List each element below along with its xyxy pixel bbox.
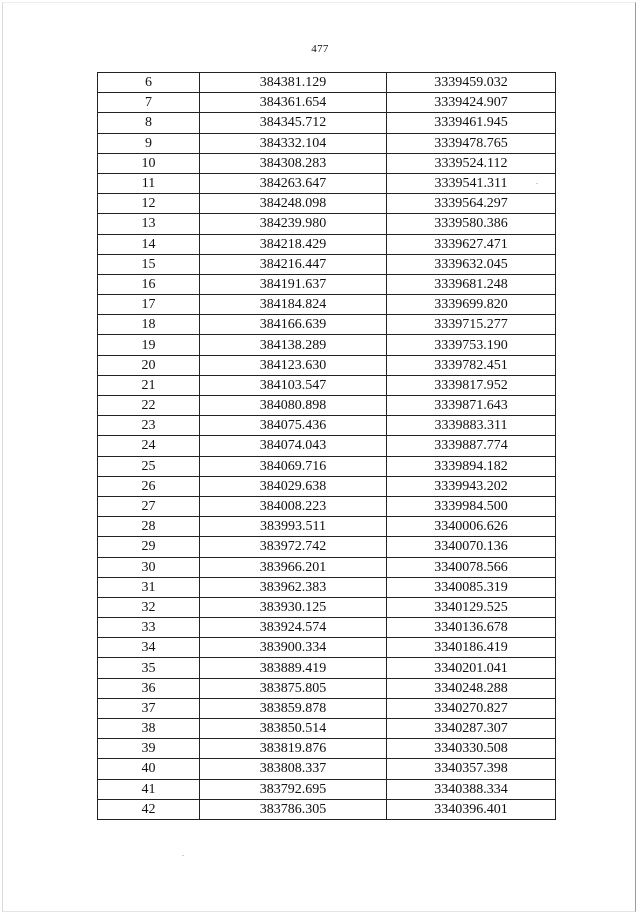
table-row [98,618,556,638]
x-coordinate-cell: 384263.647 [200,173,387,193]
x-coordinate-cell: 383859.878 [200,698,387,718]
y-coordinate-cell: 3340006.626 [387,517,556,537]
point-id-cell: 31 [98,577,200,597]
y-coordinate-cell: 3340396.401 [387,799,556,819]
table-row [98,638,556,658]
y-coordinate-cell: 3339461.945 [387,113,556,133]
point-id-cell: 12 [98,194,200,214]
table-row [98,173,556,193]
x-coordinate-cell: 384123.630 [200,355,387,375]
x-coordinate-cell: 383819.876 [200,739,387,759]
x-coordinate-cell: 383875.805 [200,678,387,698]
point-id-cell: 32 [98,597,200,617]
x-coordinate-cell: 384381.129 [200,73,387,93]
point-id-cell: 19 [98,335,200,355]
table-row [98,658,556,678]
table-row [98,315,556,335]
point-id-cell: 14 [98,234,200,254]
x-coordinate-cell: 384166.639 [200,315,387,335]
y-coordinate-cell: 3339887.774 [387,436,556,456]
coordinate-table [97,72,556,820]
page-number: 477 [311,43,329,55]
y-coordinate-cell: 3339883.311 [387,416,556,436]
table-row [98,779,556,799]
y-coordinate-cell: 3339478.765 [387,133,556,153]
x-coordinate-cell: 384029.638 [200,476,387,496]
table-row [98,799,556,819]
y-coordinate-cell: 3340129.525 [387,597,556,617]
point-id-cell: 37 [98,698,200,718]
scan-speck [536,183,538,184]
table-row [98,557,556,577]
point-id-cell: 24 [98,436,200,456]
x-coordinate-cell: 383993.511 [200,517,387,537]
point-id-cell: 27 [98,496,200,516]
point-id-cell: 6 [98,73,200,93]
table-row [98,476,556,496]
y-coordinate-cell: 3339871.643 [387,396,556,416]
table-row [98,436,556,456]
y-coordinate-cell: 3339984.500 [387,496,556,516]
table-row [98,234,556,254]
y-coordinate-cell: 3340085.319 [387,577,556,597]
y-coordinate-cell: 3340357.398 [387,759,556,779]
x-coordinate-cell: 384239.980 [200,214,387,234]
table-row [98,355,556,375]
table-row [98,194,556,214]
y-coordinate-cell: 3340186.419 [387,638,556,658]
y-coordinate-cell: 3340136.678 [387,618,556,638]
y-coordinate-cell: 3340078.566 [387,557,556,577]
x-coordinate-cell: 383930.125 [200,597,387,617]
point-id-cell: 28 [98,517,200,537]
y-coordinate-cell: 3340070.136 [387,537,556,557]
y-coordinate-cell: 3340287.307 [387,719,556,739]
y-coordinate-cell: 3339580.386 [387,214,556,234]
point-id-cell: 8 [98,113,200,133]
table-row [98,416,556,436]
table-row [98,113,556,133]
y-coordinate-cell: 3339541.311 [387,173,556,193]
point-id-cell: 41 [98,779,200,799]
x-coordinate-cell: 383900.334 [200,638,387,658]
point-id-cell: 25 [98,456,200,476]
table-row [98,739,556,759]
x-coordinate-cell: 383889.419 [200,658,387,678]
y-coordinate-cell: 3340248.288 [387,678,556,698]
table-row [98,719,556,739]
x-coordinate-cell: 384308.283 [200,153,387,173]
table-row [98,133,556,153]
x-coordinate-cell: 384216.447 [200,254,387,274]
table-row [98,295,556,315]
scan-speck [182,855,184,856]
y-coordinate-cell: 3339424.907 [387,93,556,113]
table-row [98,456,556,476]
table-row [98,153,556,173]
y-coordinate-cell: 3340330.508 [387,739,556,759]
x-coordinate-cell: 384074.043 [200,436,387,456]
point-id-cell: 40 [98,759,200,779]
point-id-cell: 7 [98,93,200,113]
y-coordinate-cell: 3339681.248 [387,274,556,294]
y-coordinate-cell: 3339817.952 [387,375,556,395]
table-row [98,517,556,537]
table-row [98,93,556,113]
table-row [98,577,556,597]
table-row [98,496,556,516]
y-coordinate-cell: 3339627.471 [387,234,556,254]
y-coordinate-cell: 3340270.827 [387,698,556,718]
y-coordinate-cell: 3340201.041 [387,658,556,678]
x-coordinate-cell: 384248.098 [200,194,387,214]
point-id-cell: 9 [98,133,200,153]
x-coordinate-cell: 384080.898 [200,396,387,416]
x-coordinate-cell: 384138.289 [200,335,387,355]
point-id-cell: 10 [98,153,200,173]
x-coordinate-cell: 384218.429 [200,234,387,254]
point-id-cell: 34 [98,638,200,658]
x-coordinate-cell: 383792.695 [200,779,387,799]
x-coordinate-cell: 384075.436 [200,416,387,436]
table-row [98,678,556,698]
y-coordinate-cell: 3339943.202 [387,476,556,496]
y-coordinate-cell: 3339715.277 [387,315,556,335]
point-id-cell: 21 [98,375,200,395]
x-coordinate-cell: 384184.824 [200,295,387,315]
point-id-cell: 20 [98,355,200,375]
y-coordinate-cell: 3339699.820 [387,295,556,315]
point-id-cell: 38 [98,719,200,739]
point-id-cell: 42 [98,799,200,819]
point-id-cell: 23 [98,416,200,436]
x-coordinate-cell: 383808.337 [200,759,387,779]
point-id-cell: 13 [98,214,200,234]
point-id-cell: 35 [98,658,200,678]
x-coordinate-cell: 383966.201 [200,557,387,577]
x-coordinate-cell: 384069.716 [200,456,387,476]
y-coordinate-cell: 3339894.182 [387,456,556,476]
y-coordinate-cell: 3339782.451 [387,355,556,375]
table-row [98,396,556,416]
point-id-cell: 30 [98,557,200,577]
table-row [98,73,556,93]
table-row [98,335,556,355]
x-coordinate-cell: 384361.654 [200,93,387,113]
x-coordinate-cell: 383850.514 [200,719,387,739]
y-coordinate-cell: 3340388.334 [387,779,556,799]
y-coordinate-cell: 3339753.190 [387,335,556,355]
table-row [98,597,556,617]
x-coordinate-cell: 384008.223 [200,496,387,516]
point-id-cell: 18 [98,315,200,335]
point-id-cell: 39 [98,739,200,759]
y-coordinate-cell: 3339564.297 [387,194,556,214]
table-row [98,759,556,779]
y-coordinate-cell: 3339459.032 [387,73,556,93]
x-coordinate-cell: 384345.712 [200,113,387,133]
point-id-cell: 16 [98,274,200,294]
point-id-cell: 22 [98,396,200,416]
point-id-cell: 29 [98,537,200,557]
table-row [98,537,556,557]
x-coordinate-cell: 384191.637 [200,274,387,294]
point-id-cell: 15 [98,254,200,274]
x-coordinate-cell: 383786.305 [200,799,387,819]
point-id-cell: 17 [98,295,200,315]
x-coordinate-cell: 383972.742 [200,537,387,557]
point-id-cell: 26 [98,476,200,496]
coordinate-table-body [98,73,556,820]
point-id-cell: 33 [98,618,200,638]
table-row [98,254,556,274]
x-coordinate-cell: 383962.383 [200,577,387,597]
table-row [98,214,556,234]
y-coordinate-cell: 3339524.112 [387,153,556,173]
x-coordinate-cell: 384103.547 [200,375,387,395]
x-coordinate-cell: 384332.104 [200,133,387,153]
table-row [98,274,556,294]
x-coordinate-cell: 383924.574 [200,618,387,638]
table-row [98,375,556,395]
point-id-cell: 11 [98,173,200,193]
table-row [98,698,556,718]
point-id-cell: 36 [98,678,200,698]
y-coordinate-cell: 3339632.045 [387,254,556,274]
